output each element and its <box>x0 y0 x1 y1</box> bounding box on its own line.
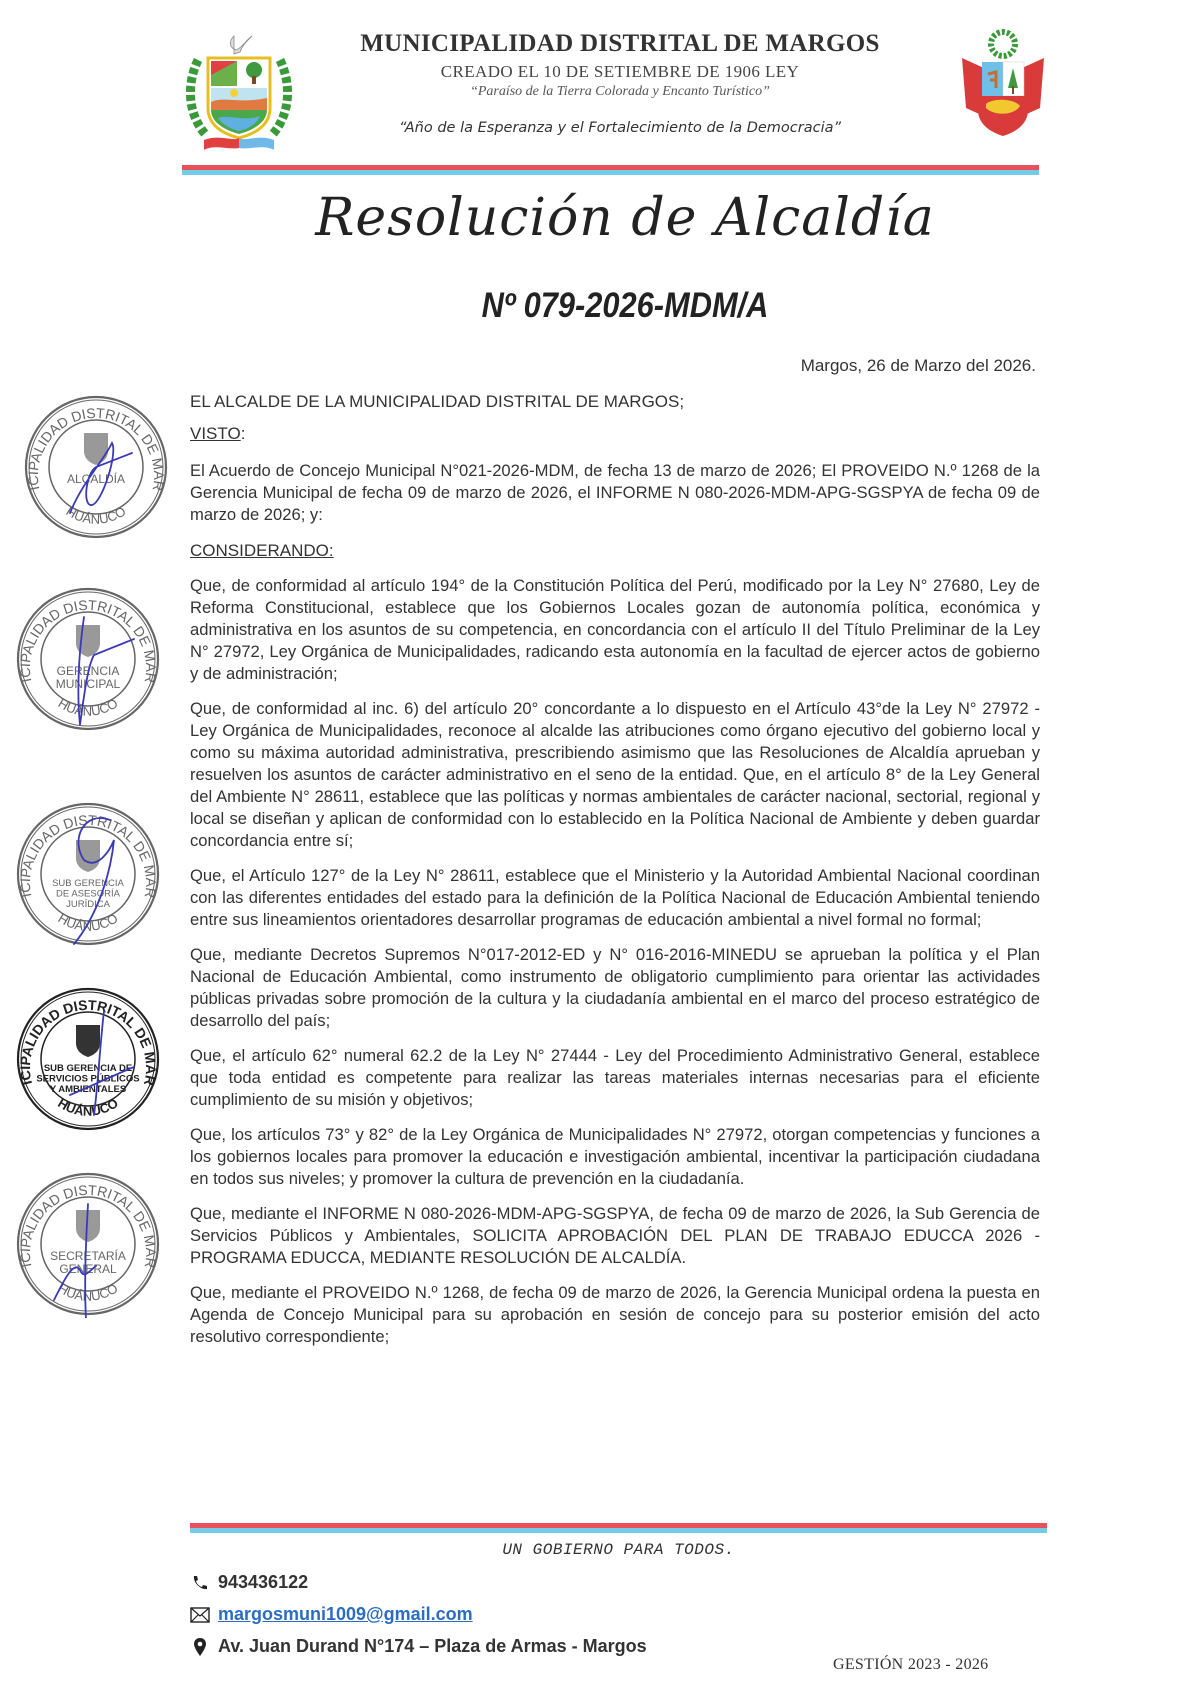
considerando-paragraph: Que, mediante Decretos Supremos N°017-2012-ED y N° 016-2016-MINEDU se aprueban la política y el Plan Nacional de Educación Ambiental, como instrumento de obligatorio cumplimiento para orientar las actividades públicas privadas sobre promoción de la cultura y la ciudadanía ambiental en el marco del proceso estratégico de desarrollo del país; <box>190 945 1040 1030</box>
stamp-city-text: HUÁNUCO <box>55 1095 121 1119</box>
considerando-paragraph: Que, mediante el INFORME N 080-2026-MDM-APG-SGSPYA, de fecha 09 de marzo de 2026, la Sub Gerencia de Servicios Públicos y Ambientales, SOLICITA APROBACIÓN DEL PLAN DE TRABAJO EDUCCA 2026 - PROGRAMA EDUCCA, MEDIANTE RESOLUCIÓN DE ALCALDÍA. <box>190 1204 1040 1267</box>
stamp-office-text: SERVICIOS PÚBLICOS <box>36 1073 140 1085</box>
stamp-office-text: SUB GERENCIA <box>52 878 124 889</box>
footer-slogan: UN GOBIERNO PARA TODOS. <box>502 1541 735 1559</box>
stamp-seal <box>22 393 170 541</box>
visto-heading <box>190 424 245 444</box>
stamp-ring-text: ICIPALIDAD DISTRITAL DE MAR <box>16 811 160 900</box>
stamp-seal <box>14 800 162 948</box>
phone-icon <box>190 1573 210 1593</box>
gestion-period: GESTIÓN 2023 - 2026 <box>833 1656 989 1673</box>
considerando-paragraph: Que, el artículo 62° numeral 62.2 de la Ley N° 27444 - Ley del Procedimiento Administrativo General, establece que toda entidad es competente para realizar las tareas materiales internas necesarias para el eficiente cumplimiento de su misión y objetivos; <box>190 1046 1040 1109</box>
stamp-ring-text: ICIPALIDAD DISTRITAL DE MAR <box>16 596 160 685</box>
stamp-city-text: HUÁNUCO <box>63 503 129 527</box>
resolution-number: Nº 079-2026-MDM/A <box>481 286 769 325</box>
stamp-office-text: ALCALDÍA <box>66 472 126 486</box>
stamp-ring-text: ICIPALIDAD DISTRITAL DE MAR <box>16 996 160 1088</box>
stamp-seal <box>14 585 162 733</box>
district-coat-of-arms-logo <box>184 30 294 152</box>
considerando-paragraph: Que, de conformidad al artículo 194° de la Constitución Política del Perú, modificado por la Ley N° 27680, Ley de Reforma Constitucional, establece que los Gobiernos Locales gozan de autonomía política, económica y administrativa en los asuntos de su competencia, en concordancia con el artículo II del Título Preliminar de la Ley N° 27972, Ley Orgánica de Municipalidades, radicando esta autonomía en la facultad de ejercer actos de gobierno y de administración; <box>190 576 1040 683</box>
stamp-shield-icon <box>76 1025 100 1057</box>
stamp-ring-text: ICIPALIDAD DISTRITAL DE MAR <box>16 1181 160 1270</box>
considerando-paragraph: Que, de conformidad al inc. 6) del artículo 20° concordante a lo dispuesto en el Artículo 43°de la Ley N° 27972 - Ley Orgánica de Municipalidades, reconoce al alcalde las atribuciones como órgano ejecutivo del gobierno local y como su máxima autoridad administrativa, prescribiendo asimismo que las Resoluciones de Alcaldía aprueban y resuelven los asuntos de carácter administrativo en el seno de la entidad. Que, en el artículo 8° de la Ley General del Ambiente N° 28611, establece que las políticas y normas ambientales de carácter nacional, sectorial, regional y local se diseñan y aplican de conformidad con lo establecido en la Política Nacional de Ambiente y deben guardar concordancia entre sí; <box>190 699 1040 850</box>
address: Av. Juan Durand N°174 – Plaza de Armas - Margos <box>218 1636 647 1656</box>
stamp-office-text: SUB GERENCIA DE <box>43 1063 133 1074</box>
mail-icon <box>190 1605 210 1625</box>
stamp-gerencia-municipal <box>14 585 162 733</box>
district-motto: “Paraíso de la Tierra Colorada y Encanto Turístico” <box>470 84 770 99</box>
considerando-body <box>190 575 1040 1361</box>
contact-email <box>190 1604 473 1625</box>
location-pin-icon <box>190 1637 210 1657</box>
place-date: Margos, 26 de Marzo del 2026. <box>800 356 1036 375</box>
stamp-ring-text: ICIPALIDAD DISTRITAL DE MAR <box>24 404 168 493</box>
considerando-paragraph: Que, los artículos 73° y 82° de la Ley Orgánica de Municipalidades N° 27972, otorgan competencias y funciones a los gobiernos locales para promover la educación e investigación ambiental, incentivar la participación ciudadana en todos sus niveles; y promover la cultura de prevención en la ciudadanía. <box>190 1125 1040 1188</box>
stamp-asesoria-juridica <box>14 800 162 948</box>
document-title: Resolución de Alcaldía <box>315 188 935 248</box>
stamp-seal <box>14 985 162 1133</box>
creation-line: CREADO EL 10 DE SETIEMBRE DE 1906 LEY <box>440 62 800 81</box>
peru-coat-of-arms-logo <box>958 28 1048 143</box>
stamp-seal <box>14 1170 162 1318</box>
considerando-paragraph: Que, el Artículo 127° de la Ley N° 28611, establece que el Ministerio y la Autoridad Ambiental Nacional coordinan con las diferentes entidades del estado para la definición de la Política Nacional de Educación Ambiental teniendo entre sus lineamientos orientadores desarrollar programas de educación ambiental a nivel formal no formal; <box>190 866 1040 929</box>
stamp-office-text: DE ASESORÍA <box>56 888 120 900</box>
stamp-alcaldia <box>22 393 170 541</box>
issuer-line: EL ALCALDE DE LA MUNICIPALIDAD DISTRITAL DE MARGOS; <box>190 392 685 411</box>
stamp-shield-icon <box>76 840 100 872</box>
stamp-office-text: GENERAL <box>59 1262 117 1276</box>
stamp-servicios-publicos <box>14 985 162 1133</box>
stamp-city-text: HUÁNUCO <box>55 695 121 719</box>
footer-color-stripe <box>190 1523 1047 1533</box>
stamp-office-text: Y AMBIENTALES <box>49 1084 127 1095</box>
stamp-office-text: JURÍDICA <box>66 899 110 910</box>
stamp-office-text: SECRETARÍA <box>50 1249 126 1263</box>
contact-address <box>190 1636 647 1657</box>
visto-label: VISTO <box>190 424 241 443</box>
email-link[interactable]: margosmuni1009@gmail.com <box>218 1604 473 1624</box>
considerando-paragraph: Que, mediante el PROVEIDO N.º 1268, de fecha 09 de marzo de 2026, la Gerencia Municipal ordena la puesta en Agenda de Concejo Municipal para su aprobación en sesión de concejo para su posterior emisión del acto resolutivo correspondiente; <box>190 1283 1040 1346</box>
stamp-city-text: HUÁNUCO <box>55 910 121 934</box>
stamp-secretaria-general <box>14 1170 162 1318</box>
stamp-office-text: GERENCIA <box>56 664 120 678</box>
visto-text: El Acuerdo de Concejo Municipal N°021-2026-MDM, de fecha 13 de marzo de 2026; El PROVEIDO N.º 1268 de la Gerencia Municipal de fecha 09 de marzo de 2026, el INFORME N 080-2026-MDM-APG-SGSPYA de fecha 09 de marzo de 2026; y: <box>190 461 1040 524</box>
stamp-city-text: HUÁNUCO <box>55 1280 121 1304</box>
stamp-shield-icon <box>84 433 108 465</box>
header-color-stripe <box>182 165 1039 175</box>
phone-number: 943436122 <box>218 1572 309 1592</box>
visto-colon: : <box>240 424 246 443</box>
contact-phone <box>190 1572 308 1593</box>
considerando-heading: CONSIDERANDO: <box>190 541 334 560</box>
institution-name: MUNICIPALIDAD DISTRITAL DE MARGOS <box>360 30 880 57</box>
stamp-office-text: MUNICIPAL <box>55 677 121 691</box>
year-name: “Año de la Esperanza y el Fortalecimiento de la Democracia” <box>398 120 842 136</box>
